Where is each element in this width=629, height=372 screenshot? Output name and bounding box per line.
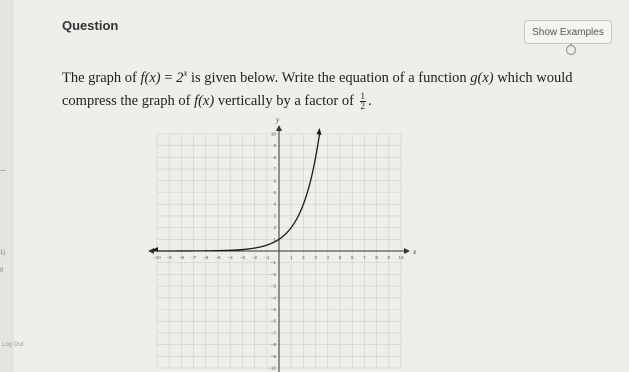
- y-tick-label: −1: [270, 260, 276, 266]
- data-point: [181, 251, 182, 252]
- x-tick-label: 4: [326, 255, 330, 260]
- data-point: [157, 251, 158, 252]
- y-tick-label: 2: [273, 225, 276, 231]
- y-tick-label: −5: [270, 307, 276, 312]
- y-tick-label: −3: [270, 283, 276, 289]
- x-tick-label: 7: [363, 255, 366, 260]
- sidebar-edge: [0, 0, 14, 372]
- x-tick-label: 1: [289, 255, 293, 260]
- x-tick-label: −6: [203, 255, 209, 260]
- data-point: [279, 239, 280, 240]
- x-tick-label: −8: [178, 255, 184, 260]
- y-tick-label: 7: [273, 166, 276, 172]
- y-tick-label: 9: [273, 143, 276, 149]
- sidebar-mark: —: [0, 168, 6, 174]
- data-point: [254, 248, 255, 249]
- y-axis-arrow: [276, 125, 282, 131]
- y-tick-label: −6: [270, 318, 276, 324]
- x-tick-label: −3: [239, 255, 245, 260]
- y-axis-label: y: [276, 116, 280, 124]
- x-tick-label: 3: [314, 255, 317, 260]
- x-tick-label: 6: [350, 255, 354, 260]
- data-point: [291, 227, 292, 228]
- data-point: [267, 245, 268, 246]
- x-tick-label: −4: [227, 255, 233, 260]
- y-tick-label: −7: [270, 330, 276, 336]
- x-axis-label: x: [413, 248, 417, 256]
- g-of-x: g(x): [470, 69, 494, 86]
- x-tick-label: 10: [398, 255, 404, 260]
- y-tick-label: 5: [273, 190, 276, 195]
- question-prompt: The graph of $f(x) = 2^x$ is given below. Write the equation of a function g(x) which would compress the graph of f(x) vertically by a factor of $\frac{1}{2}$ .: [62, 68, 573, 111]
- x-axis-arrow: [148, 248, 154, 254]
- function-graph: [145, 118, 415, 372]
- y-tick-label: 3: [273, 213, 276, 219]
- data-point: [206, 251, 207, 252]
- y-tick-label: 4: [273, 201, 276, 207]
- data-point: [303, 204, 304, 205]
- data-point: [319, 134, 320, 135]
- f-of-x: f(x): [140, 69, 161, 86]
- y-tick-label: −10: [268, 365, 276, 371]
- y-tick-label: 10: [270, 131, 276, 137]
- x-axis-arrow: [404, 248, 410, 254]
- question-heading: Question: [62, 18, 119, 33]
- x-tick-label: −10: [153, 255, 161, 260]
- x-tick-label: −2: [252, 255, 258, 260]
- show-examples-button[interactable]: Show Examples: [524, 20, 612, 44]
- x-tick-label: 5: [338, 255, 342, 260]
- data-point: [230, 250, 231, 251]
- data-point: [315, 157, 316, 158]
- x-tick-label: −5: [215, 255, 221, 260]
- data-point: [242, 249, 243, 250]
- log-out-link[interactable]: Log Out: [2, 342, 24, 348]
- sidebar-mark: 0: [0, 268, 4, 274]
- y-tick-label: −4: [270, 295, 276, 301]
- y-tick-label: −2: [270, 271, 276, 277]
- x-tick-label: −1: [264, 255, 270, 260]
- x-tick-label: 2: [302, 255, 305, 260]
- fraction-one-half: $\frac{1}{2}$: [360, 91, 366, 111]
- x-tick-label: 8: [375, 255, 378, 260]
- y-tick-label: 1: [273, 236, 276, 242]
- hand-cursor-icon: [564, 42, 578, 56]
- x-tick-label: −7: [191, 255, 197, 260]
- y-tick-label: 6: [273, 178, 276, 184]
- y-tick-label: −9: [270, 353, 276, 359]
- sidebar-mark: 1): [0, 250, 6, 256]
- x-tick-label: −9: [166, 255, 172, 260]
- x-tick-label: 9: [387, 255, 391, 260]
- y-tick-label: −8: [270, 342, 276, 348]
- curve-arrow: [317, 128, 322, 135]
- y-tick-label: 8: [273, 154, 276, 160]
